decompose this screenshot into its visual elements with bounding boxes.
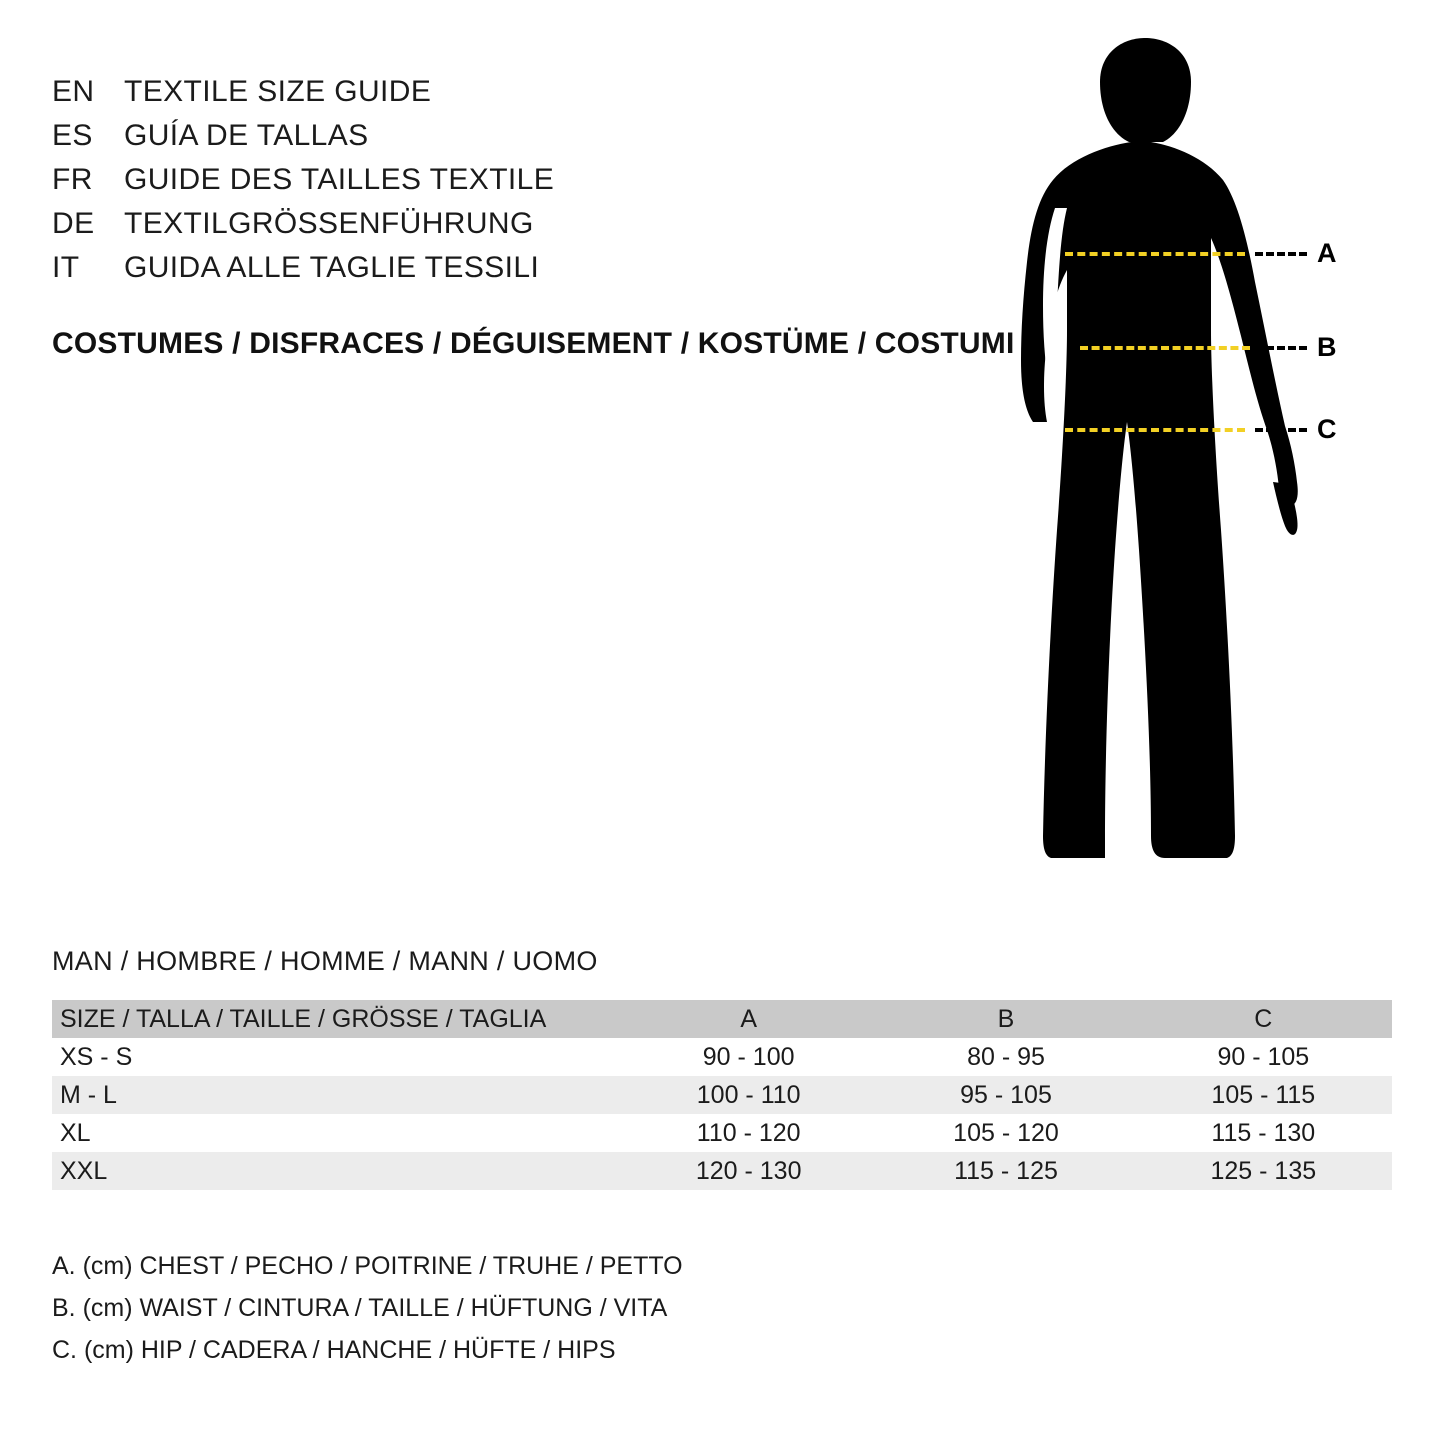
figure-area — [955, 30, 1375, 900]
measure-leader-c — [1255, 428, 1307, 432]
language-code: EN — [52, 75, 95, 108]
cell-size: XS - S — [60, 1042, 133, 1071]
column-header-c: C — [1254, 1004, 1273, 1033]
language-list — [52, 70, 1012, 290]
measure-label-a: A — [1317, 238, 1337, 268]
cell-c: 125 - 135 — [1210, 1156, 1317, 1185]
cell-a: 110 - 120 — [696, 1118, 801, 1147]
language-row — [52, 202, 1012, 246]
language-text: GUIDE DES TAILLES TEXTILE — [124, 163, 555, 196]
table-group-title: MAN / HOMBRE / HOMME / MANN / UOMO — [52, 946, 598, 976]
table-header-row — [52, 1000, 1392, 1038]
table-row — [52, 1114, 1392, 1152]
language-code: FR — [52, 163, 93, 196]
category-title: COSTUMES / DISFRACES / DÉGUISEMENT / KOSTÜME / COSTUMI — [52, 327, 1015, 360]
cell-a: 100 - 110 — [696, 1080, 801, 1109]
man-silhouette-icon — [955, 30, 1375, 900]
language-code: IT — [52, 251, 80, 284]
language-row — [52, 246, 1012, 290]
measure-leader-b — [1255, 346, 1307, 350]
measure-line-b — [1080, 346, 1250, 350]
cell-a: 120 - 130 — [695, 1156, 802, 1185]
language-text: GUIDA ALLE TAGLIE TESSILI — [124, 251, 540, 284]
language-row — [52, 114, 1012, 158]
cell-b: 80 - 95 — [967, 1042, 1045, 1071]
table-row — [52, 1152, 1392, 1190]
legend-item-b: B. (cm) WAIST / CINTURA / TAILLE / HÜFTUNG / VITA — [52, 1294, 668, 1322]
legend-item-c: C. (cm) HIP / CADERA / HANCHE / HÜFTE / HIPS — [52, 1336, 616, 1364]
cell-size: XL — [60, 1118, 91, 1147]
table-row — [52, 1076, 1392, 1114]
column-header-b: B — [997, 1004, 1015, 1033]
measure-line-a — [1065, 252, 1245, 256]
language-row — [52, 158, 1012, 202]
cell-b: 115 - 125 — [954, 1156, 1058, 1185]
column-header-a: A — [740, 1004, 757, 1033]
size-table — [52, 1000, 1392, 1190]
cell-a: 90 - 100 — [702, 1042, 795, 1071]
table-row — [52, 1038, 1392, 1076]
measure-leader-a — [1255, 252, 1307, 256]
language-text: TEXTILGRÖSSENFÜHRUNG — [124, 207, 534, 240]
language-text: TEXTILE SIZE GUIDE — [124, 75, 432, 108]
cell-size: XXL — [60, 1156, 108, 1185]
cell-c: 90 - 105 — [1217, 1042, 1310, 1071]
legend-item-a: A. (cm) CHEST / PECHO / POITRINE / TRUHE / PETTO — [52, 1252, 683, 1280]
cell-b: 105 - 120 — [953, 1118, 1059, 1147]
cell-c: 105 - 115 — [1211, 1080, 1316, 1109]
language-text: GUÍA DE TALLAS — [124, 119, 369, 152]
cell-size: M - L — [60, 1080, 117, 1109]
legend — [52, 1245, 683, 1371]
language-code: ES — [52, 119, 93, 152]
measure-label-b: B — [1317, 332, 1337, 362]
language-code: DE — [52, 207, 95, 240]
cell-c: 115 - 130 — [1211, 1118, 1316, 1147]
measure-line-c — [1065, 428, 1245, 432]
cell-b: 95 - 105 — [960, 1080, 1052, 1109]
column-header-size: SIZE / TALLA / TAILLE / GRÖSSE / TAGLIA — [60, 1004, 547, 1033]
language-row — [52, 70, 1012, 114]
measure-label-c: C — [1317, 414, 1337, 444]
